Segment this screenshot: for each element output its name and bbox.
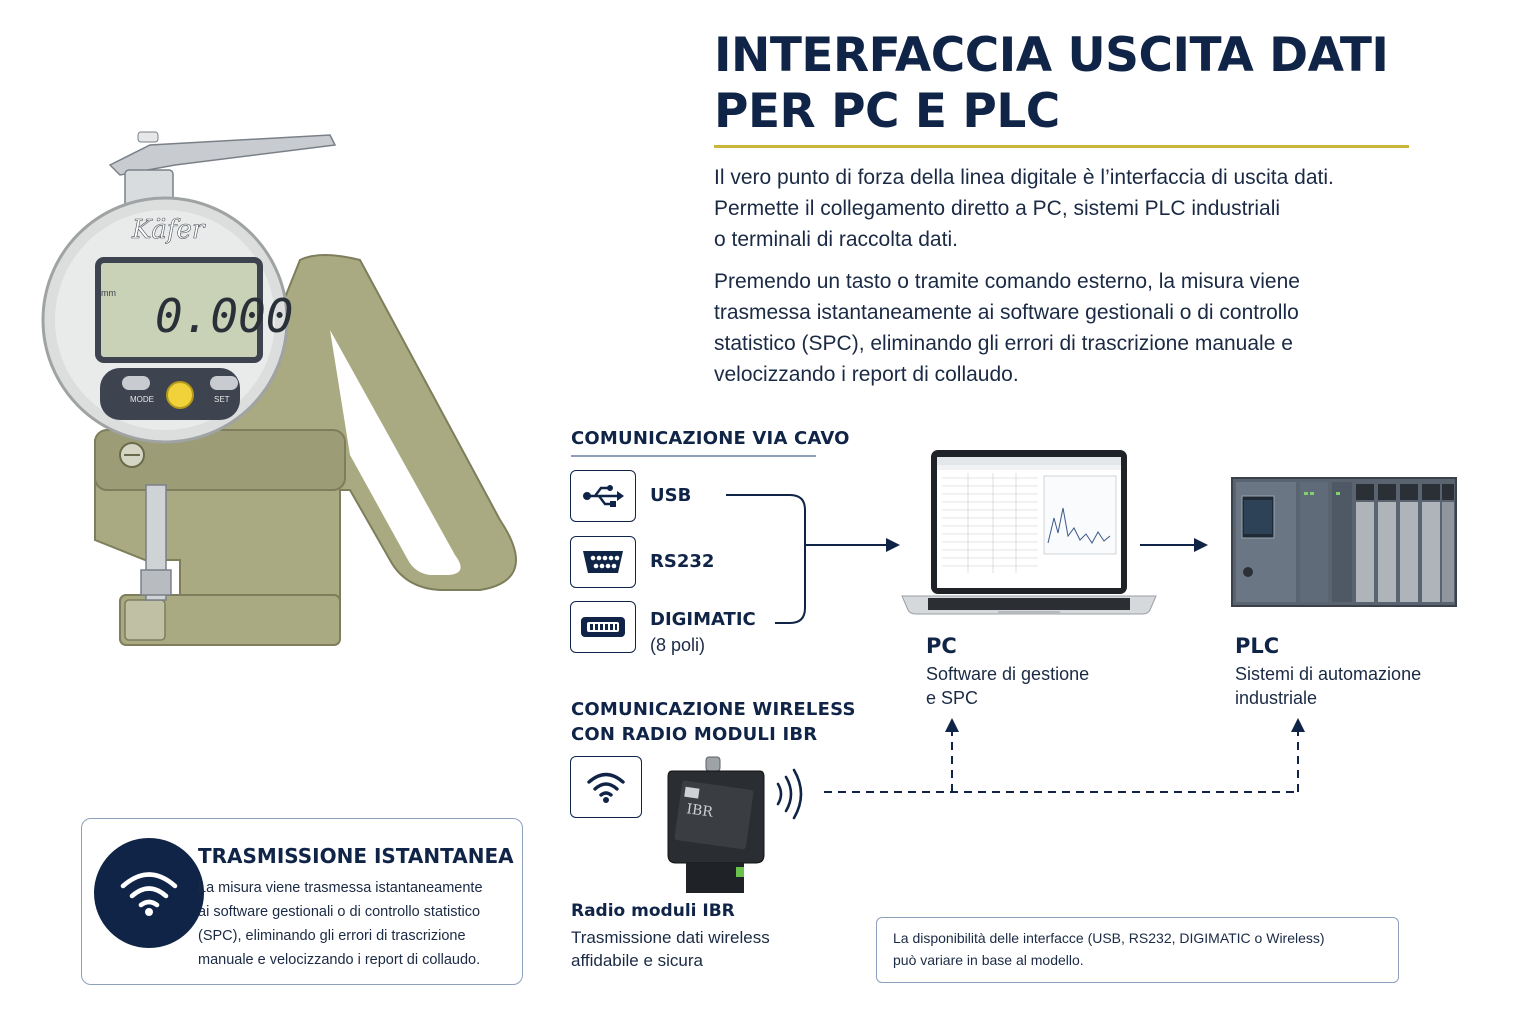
title-underline (714, 145, 1409, 148)
card-title: TRASMISSIONE ISTANTANEA (198, 844, 514, 868)
card-icon-circle (94, 838, 204, 948)
gauge-unit: mm (101, 288, 116, 298)
intro-line: trasmessa istantaneamente ai software gestionali o di controllo (714, 301, 1299, 324)
rs232-label: RS232 (650, 551, 715, 572)
wireless-heading-line: CON RADIO MODULI IBR (571, 724, 818, 745)
digimatic-label: DIGIMATIC (650, 609, 756, 630)
radio-desc-line: affidabile e sicura (571, 951, 703, 970)
plc-illustration (1230, 472, 1458, 612)
note-line: può variare in base al modello. (893, 952, 1084, 968)
gauge-btn-mode: MODE (130, 395, 154, 404)
card-text-line: La misura viene trasmessa istantaneamente (198, 880, 483, 896)
usb-label: USB (650, 485, 692, 506)
gauge-brand-logo: Käfer (132, 215, 205, 245)
title-line-1: INTERFACCIA USCITA DATI (714, 28, 1389, 83)
digimatic-connector-icon (579, 615, 627, 639)
plc-description (1235, 662, 1421, 710)
arrow-wireless-pc-icon (945, 718, 959, 732)
intro-line: velocizzando i report di collaudo. (714, 363, 1019, 386)
thickness-gauge-illustration (0, 110, 560, 730)
radio-desc-line: Trasmissione dati wireless (571, 928, 770, 947)
gauge-btn-set: SET (214, 395, 230, 404)
pc-description (926, 662, 1089, 710)
db9-connector-icon (580, 548, 626, 576)
laptop-illustration (898, 448, 1160, 630)
pc-desc-line: Software di gestione (926, 664, 1090, 684)
plc-desc-line: industriale (1235, 688, 1318, 708)
radio-module-brand: IBR (685, 801, 714, 821)
arrow-to-plc-icon (1194, 538, 1208, 552)
digimatic-sublabel: (8 poli) (650, 635, 706, 655)
wifi-icon (119, 869, 179, 917)
note-line: La disponibilità delle interfacce (USB, RS232, DIGIMATIC o Wireless) (893, 930, 1325, 946)
digimatic-connector-box (570, 601, 636, 653)
rs232-connector-box (570, 536, 636, 588)
title-line-2: PER PC E PLC (714, 84, 1060, 139)
page-title (714, 28, 1434, 140)
intro-line: o terminali di raccolta dati. (714, 228, 958, 251)
arrow-wireless-plc-icon (1291, 718, 1305, 732)
intro-line: Permette il collegamento diretto a PC, sistemi PLC industriali (714, 197, 1281, 220)
wireless-connection-lines (820, 712, 1320, 802)
wifi-icon (586, 770, 626, 804)
intro-text (714, 162, 1434, 390)
pc-desc-line: e SPC (926, 688, 979, 708)
pc-title: PC (926, 634, 957, 658)
card-text (198, 876, 518, 972)
usb-icon (581, 483, 625, 509)
radio-module-illustration (664, 755, 768, 897)
wired-heading: COMUNICAZIONE VIA CAVO (571, 428, 850, 449)
wireless-heading-line: COMUNICAZIONE WIRELESS (571, 699, 856, 720)
wireless-heading (571, 697, 856, 747)
wired-heading-rule (571, 455, 816, 457)
intro-line: Il vero punto di forza della linea digitale è l’interfaccia di uscita dati. (714, 166, 1334, 189)
intro-paragraph-2 (714, 266, 1434, 390)
radio-waves-icon (772, 766, 808, 822)
intro-paragraph-1 (714, 162, 1434, 255)
gauge-data-button (167, 382, 193, 408)
plc-title: PLC (1235, 634, 1280, 658)
card-text-line: manuale e velocizzando i report di collaudo. (198, 952, 481, 968)
intro-line: Premendo un tasto o tramite comando esterno, la misura viene (714, 270, 1300, 293)
radio-module-title: Radio moduli IBR (571, 901, 735, 921)
radio-module-description (571, 926, 770, 972)
availability-note (876, 917, 1399, 983)
card-text-line: (SPC), eliminando gli errori di trascrizione (198, 928, 466, 944)
card-text-line: ai software gestionali o di controllo statistico (198, 904, 481, 920)
plc-desc-line: Sistemi di automazione (1235, 664, 1422, 684)
intro-line: statistico (SPC), eliminando gli errori di trascrizione manuale e (714, 332, 1293, 355)
usb-connector-box (570, 470, 636, 522)
wireless-icon-box (570, 756, 642, 818)
gauge-reading: 0.000 (155, 289, 294, 343)
